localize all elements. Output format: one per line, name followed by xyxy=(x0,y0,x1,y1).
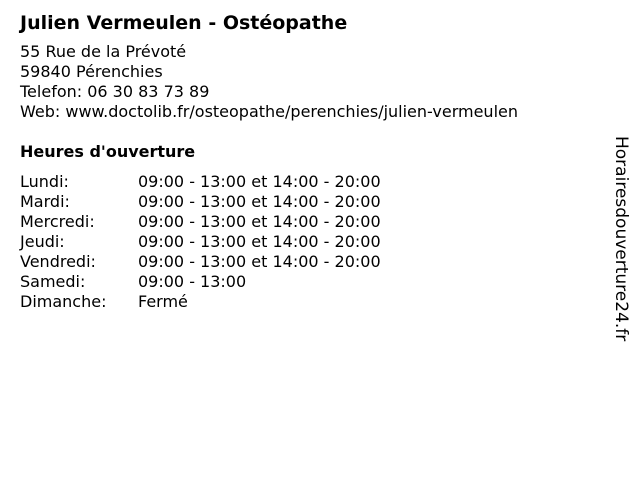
watermark-text: Horairesdouverture24.fr xyxy=(611,136,631,342)
business-title: Julien Vermeulen - Ostéopathe xyxy=(20,12,348,34)
hours-value: 09:00 - 13:00 xyxy=(138,272,247,291)
hours-value: 09:00 - 13:00 et 14:00 - 20:00 xyxy=(138,192,381,211)
hours-value: 09:00 - 13:00 et 14:00 - 20:00 xyxy=(138,212,381,231)
day-label: Vendredi: xyxy=(20,252,96,271)
phone-number: Telefon: 06 30 83 73 89 xyxy=(20,82,210,101)
hours-value: 09:00 - 13:00 et 14:00 - 20:00 xyxy=(138,232,381,251)
hours-value: Fermé xyxy=(138,292,188,311)
hours-row-jeudi xyxy=(20,232,610,252)
hours-row-dimanche xyxy=(20,292,610,312)
hours-value: 09:00 - 13:00 et 14:00 - 20:00 xyxy=(138,172,381,191)
day-label: Lundi: xyxy=(20,172,69,191)
hours-row-mercredi xyxy=(20,212,610,232)
day-label: Mercredi: xyxy=(20,212,95,231)
opening-hours-list xyxy=(20,172,610,312)
day-label: Dimanche: xyxy=(20,292,107,311)
hours-row-vendredi xyxy=(20,252,610,272)
day-label: Mardi: xyxy=(20,192,70,211)
hours-value: 09:00 - 13:00 et 14:00 - 20:00 xyxy=(138,252,381,271)
postal-city: 59840 Pérenchies xyxy=(20,62,163,81)
day-label: Jeudi: xyxy=(20,232,65,251)
hours-row-samedi xyxy=(20,272,610,292)
street-address: 55 Rue de la Prévoté xyxy=(20,42,187,61)
opening-hours-title: Heures d'ouverture xyxy=(20,142,196,161)
business-card xyxy=(20,10,610,312)
address-block xyxy=(20,42,610,122)
website-url: Web: www.doctolib.fr/osteopathe/perenchies/julien-vermeulen xyxy=(20,102,518,121)
day-label: Samedi: xyxy=(20,272,86,291)
hours-row-mardi xyxy=(20,192,610,212)
hours-row-lundi xyxy=(20,172,610,192)
